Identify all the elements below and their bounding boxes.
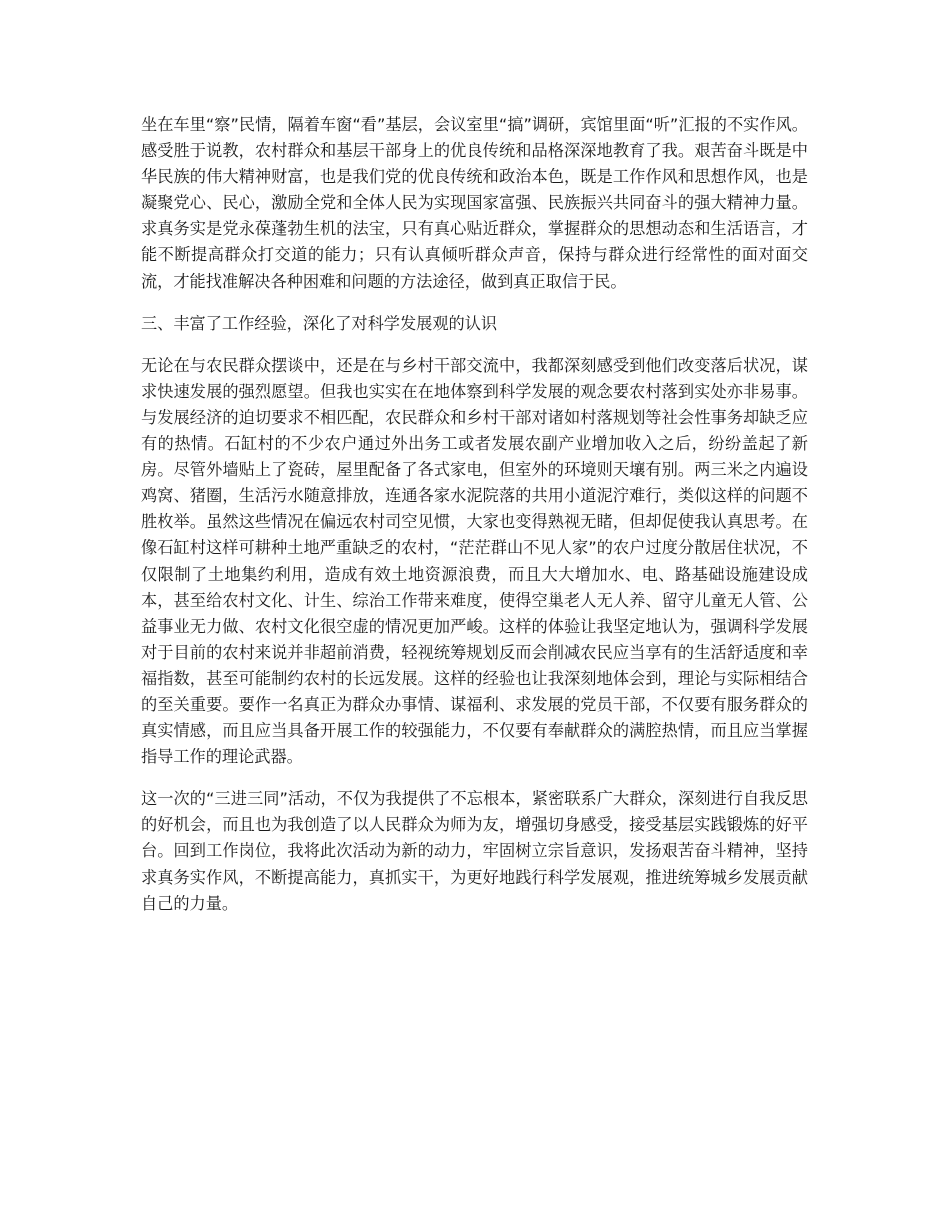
- paragraph-conclusion: 这一次的“三进三同”活动，不仅为我提供了不忘根本，紧密联系广大群众，深刻进行自我反思的好机会，而且也为我创造了以人民群众为师为友，增强切身感受，接受基层实践锻炼的好平台。回到工作岗位，我将此次活动为新的动力，牢固树立宗旨意识，发扬艰苦奋斗精神，坚持求真务实作风，不断提高能力，真抓实干，为更好地践行科学发展观，推进统筹城乡发展贡献自己的力量。: [141, 789, 808, 913]
- document-page: [141, 112, 808, 917]
- paragraph-hard-work: 坐在车里“察”民情，隔着车窗“看”基层，会议室里“搞”调研，宾馆里面“听”汇报的不实作风。感受胜于说教，农村群众和基层干部身上的优良传统和品格深深地教育了我。艰苦奋斗既是中华民族的伟大精神财富，也是我们党的优良传统和政治本色，既是工作作风和思想作风，也是凝聚党心、民心，激励全党和全体人民为实现国家富强、民族振兴共同奋斗的强大精神力量。求真务实是党永葆蓬勃生机的法宝，只有真心贴近群众，掌握群众的思想动态和生活语言，才能不断提高群众打交道的能力；只有认真倾听群众声音，保持与群众进行经常性的面对面交流，才能找准解决各种困难和问题的方法途径，做到真正取信于民。: [141, 115, 808, 291]
- paragraph-scientific-development: 无论在与农民群众摆谈中，还是在与乡村干部交流中，我都深刻感受到他们改变落后状况，谋求快速发展的强烈愿望。但我也实实在在地体察到科学发展的观念要农村落到实处亦非易事。与发展经济的迫切要求不相匹配，农民群众和乡村干部对诸如村落规划等社会性事务却缺乏应有的热情。石缸村的不少农户通过外出务工或者发展农副产业增加收入之后，纷纷盖起了新房。尽管外墙贴上了瓷砖，屋里配备了各式家电，但室外的环境则天壤有别。两三米之内遍设鸡窝、猪圈，生活污水随意排放，连通各家水泥院落的共用小道泥泞难行，类似这样的问题不胜枚举。虽然这些情况在偏远农村司空见惯，大家也变得熟视无睹，但却促使我认真思考。在像石缸村这样可耕种土地严重缺乏的农村，“茫茫群山不见人家”的农户过度分散居住状况，不仅限制了土地集约利用，造成有效土地资源浪费，而且大大增加水、电、路基础设施建设成本，甚至给农村文化、计生、综治工作带来难度，使得空巢老人无人养、留守儿童无人管、公益事业无力做、农村文化很空虚的情况更加严峻。这样的体验让我坚定地认为，强调科学发展对于目前的农村来说并非超前消费，轻视统筹规划反而会削减农民应当享有的生活舒适度和幸福指数，甚至可能制约农村的长远发展。这样的经验也让我深刻地体会到，理论与实际相结合的至关重要。要作一名真正为群众办事情、谋福利、求发展的党员干部，不仅要有服务群众的真实情感，而且应当具备开展工作的较强能力，不仅要有奉献群众的满腔热情，而且应当掌握指导工作的理论武器。: [141, 355, 808, 767]
- section-heading-3: 三、丰富了工作经验，深化了对科学发展观的认识: [141, 313, 498, 333]
